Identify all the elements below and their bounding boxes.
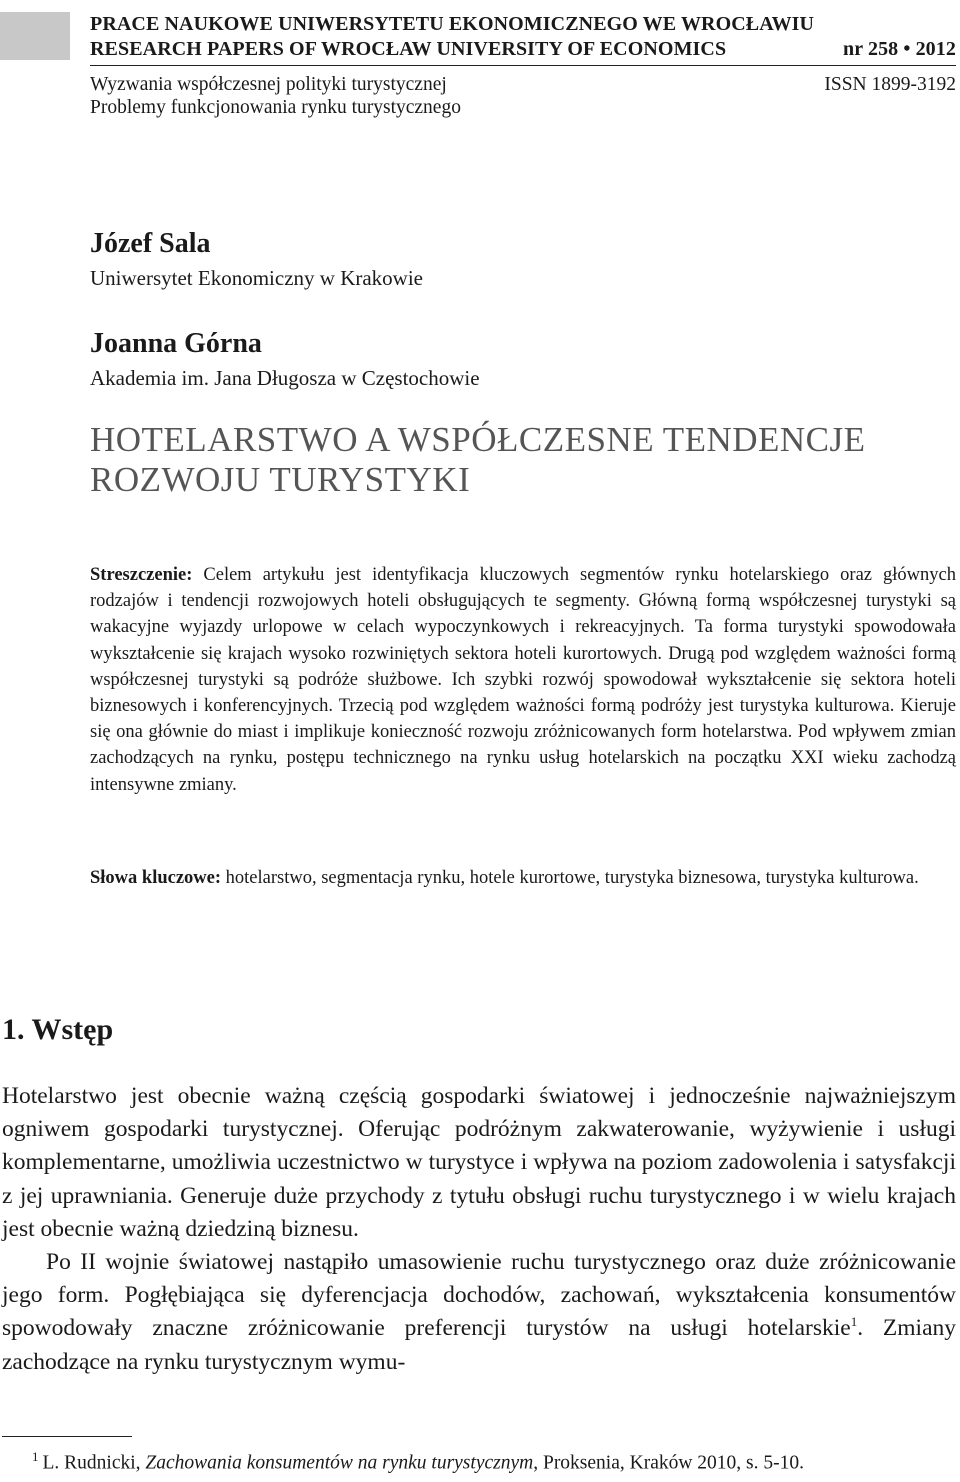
paragraph-1: Hotelarstwo jest obecnie ważną częścią gospodarki światowej i jednocześnie najważniejszym ogniwem gospodarki turystycznej. Oferując podróżnym zakwaterowanie, wyżywienie i usługi komplementarne, umożliwia uczestnictwo w turystyce i wpływa na poziom zadowolenia i satysfakcji z jej uprawniania. Generuje duże przychody z tytułu obsługi ruchu turystycznego i w wielu krajach jest obecnie ważną dziedziną biznesu. bbox=[2, 1083, 956, 1242]
title-line-1: HOTELARSTWO A WSPÓŁCZESNE TENDENCJE bbox=[90, 420, 866, 459]
issue-number: nr 258 • 2012 bbox=[843, 38, 956, 60]
header-gray-box bbox=[0, 12, 70, 60]
footnote-rule bbox=[2, 1436, 132, 1437]
footnote-author: L. Rudnicki, bbox=[42, 1452, 146, 1474]
footnote-number: 1 bbox=[32, 1449, 39, 1464]
issn: ISSN 1899-3192 bbox=[824, 74, 956, 95]
author-name: Joanna Górna bbox=[90, 328, 262, 359]
body-text bbox=[2, 1080, 956, 1379]
author-2 bbox=[90, 328, 480, 391]
author-1 bbox=[90, 228, 423, 291]
author-affiliation: Uniwersytet Ekonomiczny w Krakowie bbox=[90, 266, 423, 290]
series-row-1 bbox=[90, 73, 956, 96]
keywords-text: hotelarstwo, segmentacja rynku, hotele kurortowe, turystyka biznesowa, turystyka kulturowa. bbox=[221, 868, 919, 888]
title-line-2: ROZWOJU TURYSTYKI bbox=[90, 460, 471, 499]
author-affiliation: Akademia im. Jana Długosza w Częstochowie bbox=[90, 366, 480, 390]
keywords bbox=[90, 864, 956, 892]
journal-name-row bbox=[90, 37, 956, 62]
section-heading: 1. Wstęp bbox=[2, 1013, 114, 1046]
abstract-text: Celem artykułu jest identyfikacja kluczowych segmentów rynku hotelarskiego oraz głównych rodzajów i tendencji rozwojowych hoteli obsługujących te segmenty. Główną formą współczesnej turystyki są wakacyjne wyjazdy urlopowe w celach wypoczynkowych i rekreacyjnych. Ta forma turystyki spowodowała wykształcenie się krajach wysoko rozwiniętych sektora hoteli kurortowych. Drugą pod względem ważności formą współczesnej turystyki są podróże służbowe. Ich szybki rozwój spowodował wykształcenie się sektora hoteli biznesowych i konferencyjnych. Trzecią pod względem ważności formą podróży jest turystyka kulturowa. Kieruje się ona głównie do miast i implikuje konieczność rozwoju zróżnicowanych form hotelarstwa. Pod wpływem zmian zachodzących na rynku, postępu technicznego na rynku usług hotelarskich na początku XXI wieku zachodzą intensywne zmiany. bbox=[90, 565, 956, 795]
footnote-rest: , Proksenia, Kraków 2010, s. 5-10. bbox=[533, 1452, 805, 1474]
footnote-reference[interactable]: 1 bbox=[850, 1314, 858, 1330]
author-name: Józef Sala bbox=[90, 228, 211, 259]
journal-name-pl: PRACE NAUKOWE UNIWERSYTETU EKONOMICZNEGO WE WROCŁAWIU bbox=[90, 13, 815, 35]
paragraph-2 bbox=[2, 1246, 956, 1379]
journal-header bbox=[90, 12, 956, 119]
paper-title bbox=[90, 420, 956, 500]
keywords-label: Słowa kluczowe: bbox=[90, 868, 222, 888]
abstract bbox=[90, 562, 956, 798]
paragraph-2-text: Po II wojnie światowej nastąpiło umasowienie ruchu turystycznego oraz duże zróżnicowanie jego form. Pogłębiająca się dyferencjacja dochodów, zachowań, wykształcenia konsumentów spowodowały znaczne zróżnicowanie preferencji turystów na usługi hotelarskie bbox=[2, 1249, 956, 1342]
paragraph-2-tail: . Zmiany zachodzące na rynku turystycznym wymu- bbox=[2, 1315, 956, 1375]
series-title-2: Problemy funkcjonowania rynku turystycznego bbox=[90, 97, 461, 118]
footnote bbox=[32, 1444, 956, 1477]
abstract-label: Streszczenie: bbox=[90, 565, 193, 585]
footnote-title: Zachowania konsumentów na rynku turystycznym bbox=[145, 1452, 534, 1474]
journal-name-en: RESEARCH PAPERS OF WROCŁAW UNIVERSITY OF ECONOMICS bbox=[90, 38, 727, 60]
series-title-1: Wyzwania współczesnej polityki turystycznej bbox=[90, 74, 447, 95]
header-rule bbox=[90, 65, 956, 66]
series-info bbox=[90, 73, 956, 119]
